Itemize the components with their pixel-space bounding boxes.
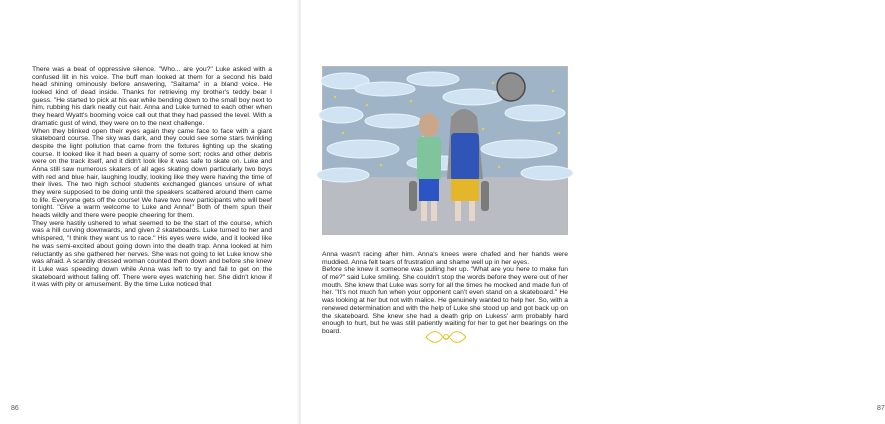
paragraph: There was a beat of oppressive silence. "Who... are you?" Luke asked with a confused lilt in his voice. The buff man looked at them for a second his bald head shining ominously before answering, "Saitama" in a bland voice. He looked kind of dead inside. Thanks for retrieving my brother's teddy bear I guess. "He started to pick at his ear while bending down to the small boy next to him, rubbing his dark neatly cut hair. Anna and Luke turned to each other when they heard Wyatt's booming voice call out that they had passed the level. With a dramatic gust of wind, they were on to the next challenge. [32, 66, 272, 127]
page-number: 87 [877, 405, 885, 412]
left-page [0, 0, 299, 424]
paragraph: Anna wasn't racing after him. Anna's knees were chafed and her hands were muddied. Anna felt tears of frustration and shame well up in her eyes. [322, 251, 568, 266]
moon [497, 73, 525, 101]
ground [323, 177, 567, 234]
right-page-body [322, 251, 568, 336]
decorative-swirl-ornament-icon [424, 328, 468, 346]
paragraph: They were hastily ushered to what seemed to be the start of the course, which was a hill curving downwards, and given 2 skateboards. Luke turned to her and whispered, "I think they want us to race." His eyes were wide, and it looked like he was semi-excited about going down into the death trap. Anna looked at him reluctantly as she gathered her nerves. She was not going to let Luke know she was afraid. A scantily dressed woman counted them down and before she knew it Luke was speeding down while Anna was left to try and fail to get on the skateboard without falling off. There were eyes watching her. She didn't know if it was with pity or amusement. By the time Luke noticed that [32, 219, 272, 289]
page-number: 86 [11, 405, 19, 412]
drawing-two-children-holding-skateboards-icon [322, 66, 568, 235]
left-page-body [32, 66, 272, 289]
paragraph: When they blinked open their eyes again they came face to face with a giant skateboard course. The sky was dark, and they could see some stars twinkling despite the light pollution that came from the fixtures lighting up the skating course. It looked like it had been a quarry of some sort; rocks and other debris were on the track itself, and it didn't look like it was safe to skate on. Luke and Anna still saw numerous skaters of all ages skating down particularly two boys with red and blue hair, laughing loudly, looking like they were having the time of their lives. The two high school students exchanged glances unsure of what they were supposed to be doing until the speakers scattered around them came to life. Everyone gets off the course! We have two new participants who will beef tonight. "Give a warm welcome to Luke and Anna!" Both of them spun their heads wildly and there were people cheering for them. [32, 127, 272, 220]
paragraph: Before she knew it someone was pulling her up. "What are you here to make fun of me?" said Luke smiling. She couldn't stop the words before they were out of her mouth. She knew that Luke was sorry for all the times he mocked and made fun of her. "It's not much fun when your opponent can't even stand on a skateboard." He was looking at her but not with malice. He genuinely wanted to help her. So, with a renewed determination and with the help of Luke she stood up and got back up on the skateboard. She knew she had a death grip on Lukess' arm probably hard enough to hurt, but he was still patiently waiting for her to get her bearings on the board. [322, 266, 568, 335]
